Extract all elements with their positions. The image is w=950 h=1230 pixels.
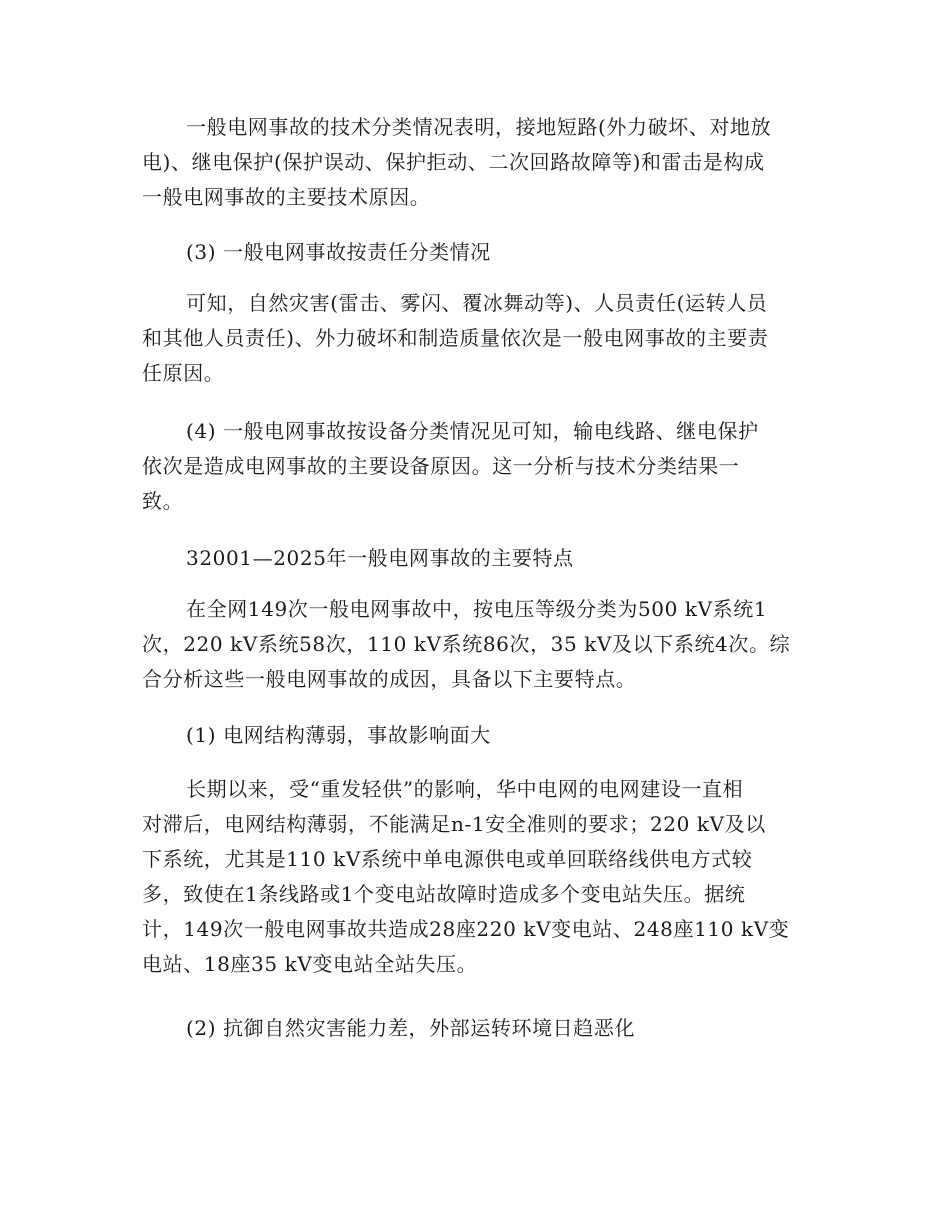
- paragraph-equipment-causes: [142, 414, 814, 519]
- paragraph-voltage-classification: [142, 592, 814, 697]
- text-line: 任原因。: [142, 361, 225, 385]
- text-line: 一般电网事故的主要技术原因。: [142, 185, 431, 209]
- section-heading-natural-disasters: [142, 1011, 814, 1046]
- text-line: 长期以来，受“重发轻供”的影响，华中电网的电网建设一直相: [186, 777, 744, 801]
- paragraph-weak-structure: [142, 772, 814, 982]
- text-line: 32001—2025年一般电网事故的主要特点: [186, 546, 574, 570]
- text-line: 一般电网事故的技术分类情况表明，接地短路(外力破坏、对地放: [186, 115, 772, 139]
- text-line: 和其他人员责任)、外力破坏和制造质量依次是一般电网事故的主要责: [142, 326, 769, 350]
- text-line: 电)、继电保护(保护误动、保护拒动、二次回路故障等)和雷击是构成: [142, 150, 765, 174]
- section-heading-weak-structure: [142, 718, 814, 753]
- text-line: (4) 一般电网事故按设备分类情况见可知，输电线路、继电保护: [186, 419, 759, 443]
- text-line: (1) 电网结构薄弱，事故影响面大: [186, 723, 491, 747]
- paragraph-technical-causes: [142, 110, 814, 215]
- text-line: 致。: [142, 489, 184, 513]
- text-line: (2) 抗御自然灾害能力差，外部运转环境日趋恶化: [186, 1016, 636, 1040]
- text-line: (3) 一般电网事故按责任分类情况: [186, 240, 491, 264]
- text-line: 合分析这些一般电网事故的成因，具备以下主要特点。: [142, 667, 637, 691]
- text-line: 次，220 kV系统58次，110 kV系统86次，35 kV及以下系统4次。综: [142, 632, 791, 656]
- section-heading-main-features: [142, 541, 814, 576]
- text-line: 对滞后，电网结构薄弱，不能满足n-1安全准则的要求；220 kV及以: [142, 812, 766, 836]
- text-line: 计，149次一般电网事故共造成28座220 kV变电站、248座110 kV变: [142, 917, 790, 941]
- text-line: 多，致使在1条线路或1个变电站故障时造成多个变电站失压。据统: [142, 882, 746, 906]
- text-line: 在全网149次一般电网事故中，按电压等级分类为500 kV系统1: [186, 597, 768, 621]
- paragraph-responsibility-causes: [142, 286, 814, 391]
- section-heading-responsibility: [142, 235, 814, 270]
- text-line: 电站、18座35 kV变电站全站失压。: [142, 952, 478, 976]
- text-line: 依次是造成电网事故的主要设备原因。这一分析与技术分类结果一: [142, 454, 740, 478]
- text-line: 下系统，尤其是110 kV系统中单电源供电或单回联络线供电方式较: [142, 847, 753, 871]
- text-line: 可知，自然灾害(雷击、雾闪、覆冰舞动等)、人员责任(运转人员: [186, 291, 768, 315]
